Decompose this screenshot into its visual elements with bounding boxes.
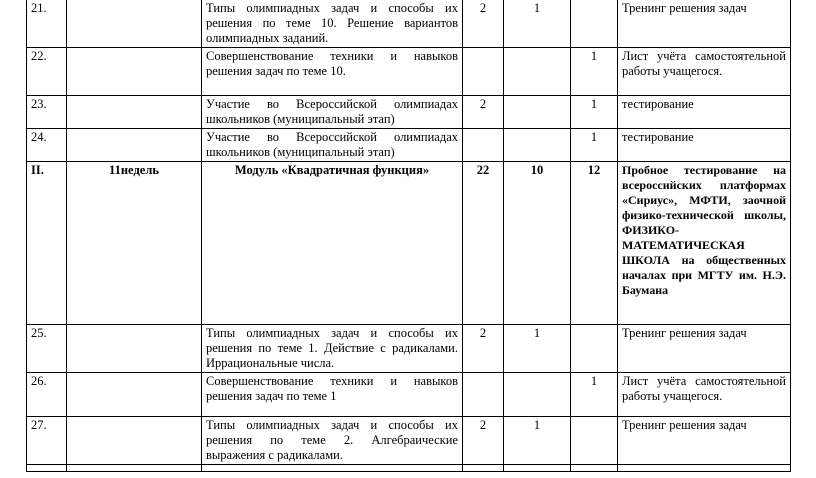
module-hours-practice: 12 bbox=[571, 162, 618, 325]
control-form-cell: Лист учёта самостоятельной работы учащегося. bbox=[618, 373, 791, 417]
row-number: 25. bbox=[27, 325, 67, 373]
hours-theory-cell bbox=[504, 129, 571, 162]
table-row bbox=[27, 48, 791, 96]
module-title: Модуль «Квадратичная функция» bbox=[202, 162, 463, 325]
hours-theory-cell bbox=[504, 373, 571, 417]
topic-cell: Совершенствование техники и навыков решения задач по теме 10. bbox=[202, 48, 463, 96]
hours-theory-cell: 1 bbox=[504, 417, 571, 465]
row-number: 22. bbox=[27, 48, 67, 96]
hours-total-cell: 2 bbox=[463, 417, 504, 465]
weeks-cell bbox=[67, 129, 202, 162]
weeks-cell bbox=[67, 373, 202, 417]
weeks-cell bbox=[67, 96, 202, 129]
empty-cell bbox=[504, 465, 571, 472]
topic-cell: Участие во Всероссийской олимпиадах школьников (муниципальный этап) bbox=[202, 129, 463, 162]
control-form-cell: Тренинг решения задач bbox=[618, 325, 791, 373]
weeks-cell bbox=[67, 0, 202, 48]
table-row bbox=[27, 325, 791, 373]
empty-cell bbox=[67, 465, 202, 472]
hours-practice-cell: 1 bbox=[571, 129, 618, 162]
hours-theory-cell: 1 bbox=[504, 325, 571, 373]
control-form-cell: Тренинг решения задач bbox=[618, 0, 791, 48]
hours-theory-cell bbox=[504, 48, 571, 96]
empty-cell bbox=[463, 465, 504, 472]
row-number: 23. bbox=[27, 96, 67, 129]
table-row bbox=[27, 465, 791, 472]
control-form-cell: тестирование bbox=[618, 96, 791, 129]
topic-cell: Участие во Всероссийской олимпиадах школьников (муниципальный этап) bbox=[202, 96, 463, 129]
table-row bbox=[27, 96, 791, 129]
topic-cell: Типы олимпиадных задач и способы их решения по теме 10. Решение вариантов олимпиадных заданий. bbox=[202, 0, 463, 48]
weeks-cell bbox=[67, 48, 202, 96]
hours-total-cell bbox=[463, 48, 504, 96]
table-row bbox=[27, 129, 791, 162]
hours-practice-cell bbox=[571, 0, 618, 48]
module-number: II. bbox=[27, 162, 67, 325]
module-hours-total: 22 bbox=[463, 162, 504, 325]
control-form-cell: тестирование bbox=[618, 129, 791, 162]
hours-practice-cell: 1 bbox=[571, 48, 618, 96]
empty-cell bbox=[618, 465, 791, 472]
weeks-cell bbox=[67, 417, 202, 465]
module-control-form: Пробное тестирование на всероссийских платформах «Сириус», МФТИ, заочной физико-технической школы, ФИЗИКО-МАТЕМАТИЧЕСКАЯ ШКОЛА на общественных началах при МГТУ им. Н.Э. Баумана bbox=[618, 162, 791, 325]
hours-practice-cell bbox=[571, 325, 618, 373]
table-row bbox=[27, 373, 791, 417]
hours-theory-cell: 1 bbox=[504, 0, 571, 48]
module-row bbox=[27, 162, 791, 325]
row-number: 24. bbox=[27, 129, 67, 162]
hours-practice-cell: 1 bbox=[571, 373, 618, 417]
topic-cell: Совершенствование техники и навыков решения задач по теме 1 bbox=[202, 373, 463, 417]
row-number: 26. bbox=[27, 373, 67, 417]
control-form-cell: Лист учёта самостоятельной работы учащегося. bbox=[618, 48, 791, 96]
hours-total-cell: 2 bbox=[463, 325, 504, 373]
hours-total-cell: 2 bbox=[463, 96, 504, 129]
topic-cell: Типы олимпиадных задач и способы их решения по теме 2. Алгебраические выражения с радикалами. bbox=[202, 417, 463, 465]
module-hours-theory: 10 bbox=[504, 162, 571, 325]
control-form-cell: Тренинг решения задач bbox=[618, 417, 791, 465]
hours-practice-cell: 1 bbox=[571, 96, 618, 129]
table-row bbox=[27, 0, 791, 48]
weeks-cell bbox=[67, 325, 202, 373]
curriculum-table bbox=[26, 0, 791, 472]
hours-practice-cell bbox=[571, 417, 618, 465]
row-number: 21. bbox=[27, 0, 67, 48]
empty-cell bbox=[27, 465, 67, 472]
topic-cell: Типы олимпиадных задач и способы их решения по теме 1. Действие с радикалами. Иррациональные числа. bbox=[202, 325, 463, 373]
hours-total-cell bbox=[463, 373, 504, 417]
module-weeks: 11недель bbox=[67, 162, 202, 325]
hours-total-cell bbox=[463, 129, 504, 162]
empty-cell bbox=[202, 465, 463, 472]
hours-theory-cell bbox=[504, 96, 571, 129]
table-row bbox=[27, 417, 791, 465]
empty-cell bbox=[571, 465, 618, 472]
row-number: 27. bbox=[27, 417, 67, 465]
hours-total-cell: 2 bbox=[463, 0, 504, 48]
